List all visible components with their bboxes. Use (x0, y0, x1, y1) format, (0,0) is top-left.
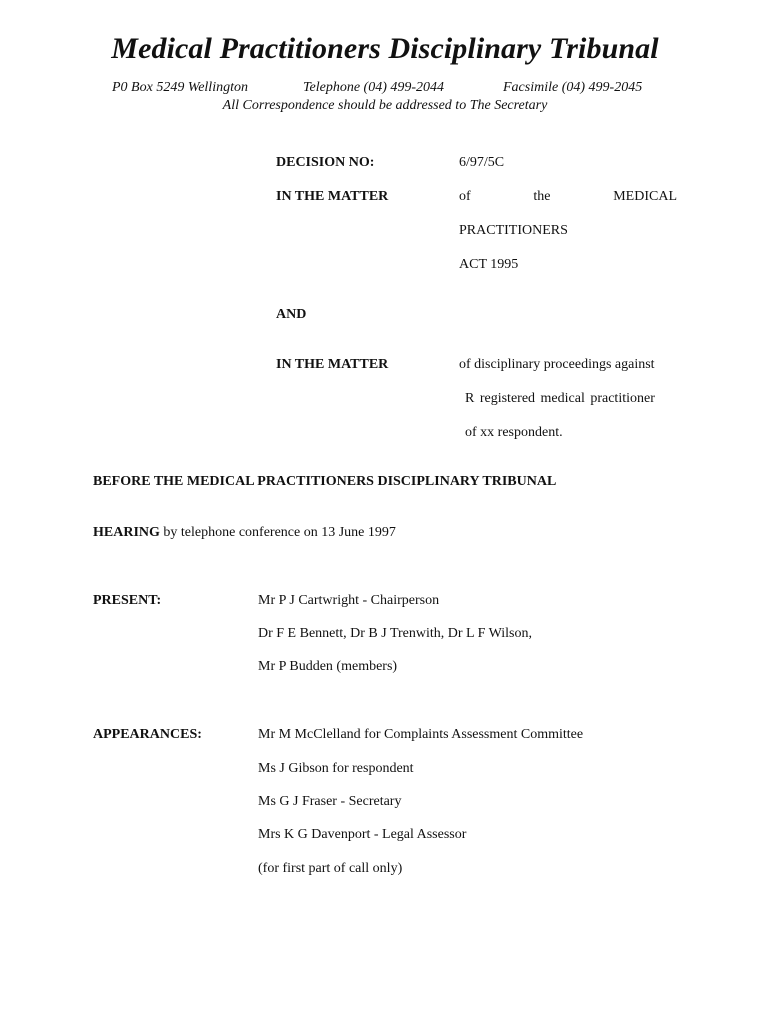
telephone-number: Telephone (04) 499-2044 (303, 80, 445, 95)
matter-label-2: IN THE MATTER (276, 357, 389, 372)
matter-2-line-2: R registered medical practitioner (465, 391, 655, 406)
present-member: Mr P Budden (members) (258, 659, 398, 674)
facsimile-number: Facsimile (04) 499-2045 (503, 80, 643, 95)
appearance-line: (for first part of call only) (258, 861, 403, 876)
appearance-line: Mrs K G Davenport - Legal Assessor (258, 827, 467, 842)
matter-label-1: IN THE MATTER (276, 189, 389, 204)
appearance-line: Ms J Gibson for respondent (258, 761, 414, 776)
hearing-text: by telephone conference on 13 June 1997 (159, 525, 396, 540)
hearing-line (93, 525, 396, 541)
appearance-line: Ms G J Fraser - Secretary (258, 794, 402, 809)
matter-1-line-2: PRACTITIONERS (459, 223, 568, 238)
tribunal-title: Medical Practitioners Disciplinary Tribunal (111, 32, 659, 65)
decision-label: DECISION NO: (276, 155, 375, 170)
matter-1-word: the (533, 189, 551, 204)
matter-2-line-3: of xx respondent. (465, 425, 563, 440)
present-member: Dr F E Bennett, Dr B J Trenwith, Dr L F Wilson, (258, 626, 533, 641)
matter-1-word: MEDICAL (613, 189, 677, 204)
decision-number: 6/97/5C (459, 155, 505, 170)
appearance-line: Mr M McClelland for Complaints Assessment Committee (258, 727, 584, 742)
matter-1-line-1 (459, 189, 677, 205)
matter-1-line-3: ACT 1995 (459, 257, 519, 272)
before-heading: BEFORE THE MEDICAL PRACTITIONERS DISCIPLINARY TRIBUNAL (93, 474, 557, 489)
matter-1-word: of (459, 189, 471, 204)
hearing-label: HEARING (93, 525, 160, 540)
matter-2-line-1: of disciplinary proceedings against (459, 357, 655, 372)
and-label: AND (276, 307, 307, 322)
present-label: PRESENT: (93, 593, 162, 608)
po-box-address: P0 Box 5249 Wellington (112, 80, 248, 95)
correspondence-note: All Correspondence should be addressed to The Secretary (222, 98, 548, 113)
appearances-label: APPEARANCES: (93, 727, 202, 742)
present-member: Mr P J Cartwright - Chairperson (258, 593, 440, 608)
